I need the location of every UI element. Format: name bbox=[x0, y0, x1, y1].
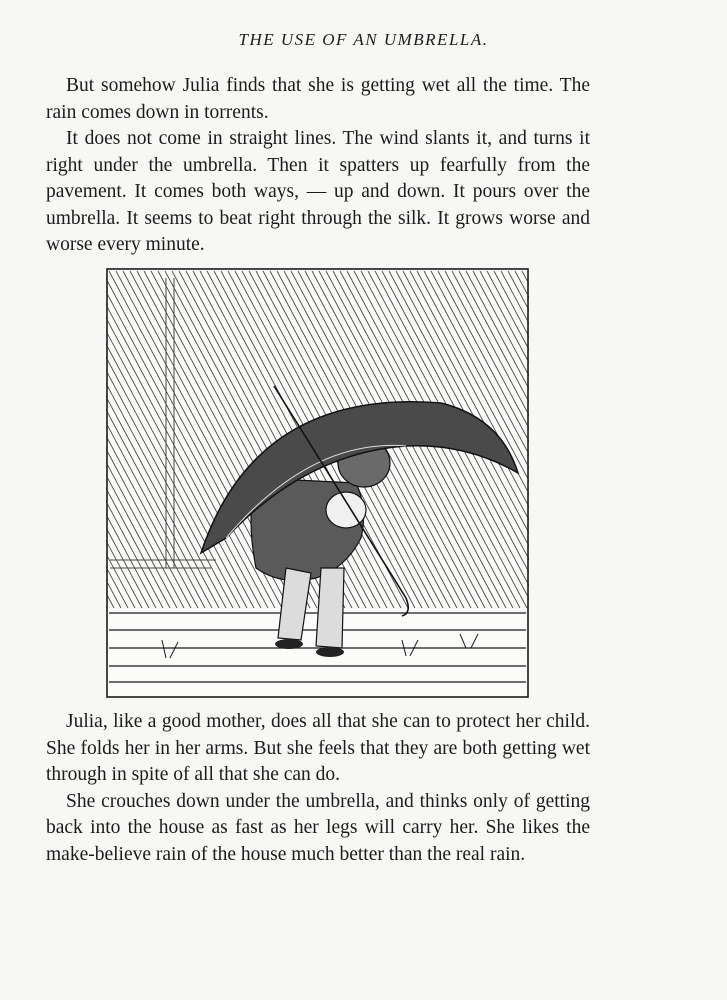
paragraph: She crouches down under the umbrella, and thinks only of getting back into the house as fast as her legs will carry her. She likes the make-believe rain of the house much better than the real rain. bbox=[46, 790, 590, 865]
paragraph: Julia, like a good mother, does all that she can to protect her child. She folds her in her arms. But she feels that they are both getting wet through in spite of all that she can do. bbox=[46, 711, 590, 785]
paragraph: But somehow Julia finds that she is getting wet all the time. The rain comes down in torrents. bbox=[46, 75, 590, 123]
paragraph: It does not come in straight lines. The wind slants it, and turns it right under the umbrella. Then it spatters up fearfully from the pavement. It comes both ways, — up and down. It pours over the umbrella. It seems to beat right through the silk. It grows worse and worse every minute. bbox=[46, 128, 590, 255]
running-head: THE USE OF AN UMBRELLA. bbox=[238, 30, 489, 49]
rain-umbrella-illustration bbox=[106, 268, 529, 698]
text-block-bottom bbox=[46, 709, 590, 868]
illustration-svg bbox=[106, 268, 529, 698]
text-block-top bbox=[46, 73, 590, 259]
